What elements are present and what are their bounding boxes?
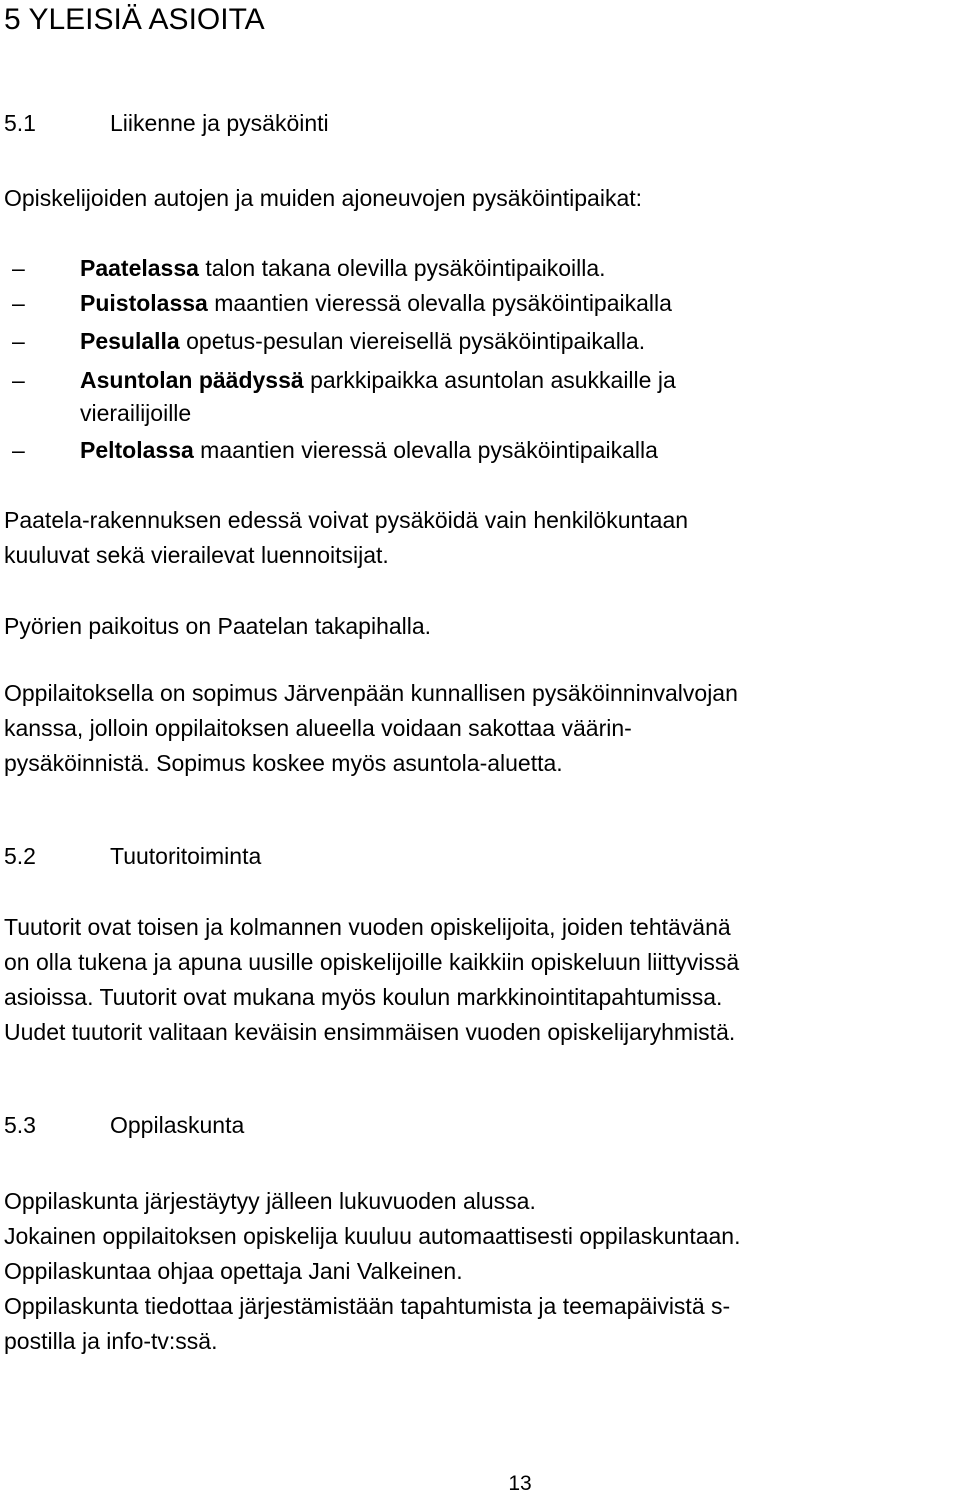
paragraph xyxy=(4,1184,740,1359)
paragraph xyxy=(4,609,431,644)
list-item-continuation: vierailijoille xyxy=(80,400,192,426)
paragraph-line: Oppilaskunta tiedottaa järjestämistään tapahtumista ja teemapäivistä s- xyxy=(4,1293,731,1319)
section-number: 5.3 xyxy=(4,1112,36,1138)
section-heading-5-2 xyxy=(4,839,261,874)
paragraph-line: postilla ja info-tv:ssä. xyxy=(4,1328,218,1354)
paragraph-line: Oppilaskunta järjestäytyy jälleen lukuvuoden alussa. xyxy=(4,1188,536,1214)
section-number: 5.1 xyxy=(4,110,36,136)
dash-icon: – xyxy=(12,290,25,316)
paragraph-line: Paatela-rakennuksen edessä voivat pysäköidä vain henkilökuntaan xyxy=(4,507,689,533)
list-item xyxy=(0,433,960,468)
list-item-text xyxy=(80,251,606,286)
paragraph-line: Jokainen oppilaitoksen opiskelija kuuluu automaattisesti oppilaskuntaan. xyxy=(4,1223,741,1249)
list-item xyxy=(0,286,960,321)
section-title: Oppilaskunta xyxy=(110,1112,245,1138)
section-title: Liikenne ja pysäköinti xyxy=(110,110,329,136)
paragraph-line: Oppilaitoksella on sopimus Järvenpään kunnallisen pysäköinninvalvojan xyxy=(4,680,738,706)
list-item-bold: Pesulalla xyxy=(80,328,180,354)
section-title: Tuutoritoiminta xyxy=(110,843,262,869)
paragraph-line: kuuluvat sekä vierailevat luennoitsijat. xyxy=(4,542,389,568)
page-number: 13 xyxy=(508,1472,532,1495)
chapter-heading xyxy=(4,0,265,40)
section-heading-5-3 xyxy=(4,1108,244,1143)
list-item xyxy=(0,363,960,433)
list-item-rest: maantien vieressä olevalla pysäköintipaikalla xyxy=(207,290,672,316)
dash-icon: – xyxy=(12,255,25,281)
list-item xyxy=(0,251,960,286)
list-item-rest: talon takana olevilla pysäköintipaikoilla. xyxy=(198,255,606,281)
paragraph-line: Oppilaskuntaa ohjaa opettaja Jani Valkeinen. xyxy=(4,1258,463,1284)
paragraph-line: asioissa. Tuutorit ovat mukana myös koulun markkinointitapahtumissa. xyxy=(4,984,723,1010)
paragraph-line: on olla tukena ja apuna uusille opiskelijoille kaikkiin opiskeluun liittyvissä xyxy=(4,949,740,975)
dash-icon: – xyxy=(12,437,25,463)
list-item-bold: Puistolassa xyxy=(80,290,208,316)
paragraph xyxy=(4,676,738,781)
section-number: 5.2 xyxy=(4,843,36,869)
paragraph xyxy=(4,503,688,573)
section-heading-5-1 xyxy=(4,106,329,141)
paragraph-line: Pyörien paikoitus on Paatelan takapihalla. xyxy=(4,613,432,639)
parking-intro: Opiskelijoiden autojen ja muiden ajoneuvojen pysäköintipaikat: xyxy=(4,185,643,211)
chapter-heading-text: 5 YLEISIÄ ASIOITA xyxy=(4,3,265,36)
paragraph-line: Uudet tuutorit valitaan keväisin ensimmäisen vuoden opiskelijaryhmistä. xyxy=(4,1019,736,1045)
list-item-text xyxy=(80,433,658,468)
dash-icon: – xyxy=(12,328,25,354)
list-item-rest: parkkipaikka asuntolan asukkaille ja xyxy=(303,367,676,393)
list-item-bold: Paatelassa xyxy=(80,255,199,281)
list-item-rest: opetus-pesulan viereisellä pysäköintipaikalla. xyxy=(179,328,646,354)
paragraph-line: kanssa, jolloin oppilaitoksen alueella voidaan sakottaa väärin- xyxy=(4,715,632,741)
paragraph-line: pysäköinnistä. Sopimus koskee myös asuntola-aluetta. xyxy=(4,750,563,776)
paragraph xyxy=(4,910,739,1050)
list-item-bold: Asuntolan päädyssä xyxy=(80,367,304,393)
list-item-text xyxy=(80,286,672,321)
list-item-text xyxy=(80,363,676,398)
list-item-text xyxy=(80,324,645,359)
list-item-rest: maantien vieressä olevalla pysäköintipaikalla xyxy=(193,437,658,463)
dash-icon: – xyxy=(12,367,25,393)
list-item-bold: Peltolassa xyxy=(80,437,194,463)
list-item xyxy=(0,324,960,359)
paragraph-line: Tuutorit ovat toisen ja kolmannen vuoden opiskelijoita, joiden tehtävänä xyxy=(4,914,731,940)
